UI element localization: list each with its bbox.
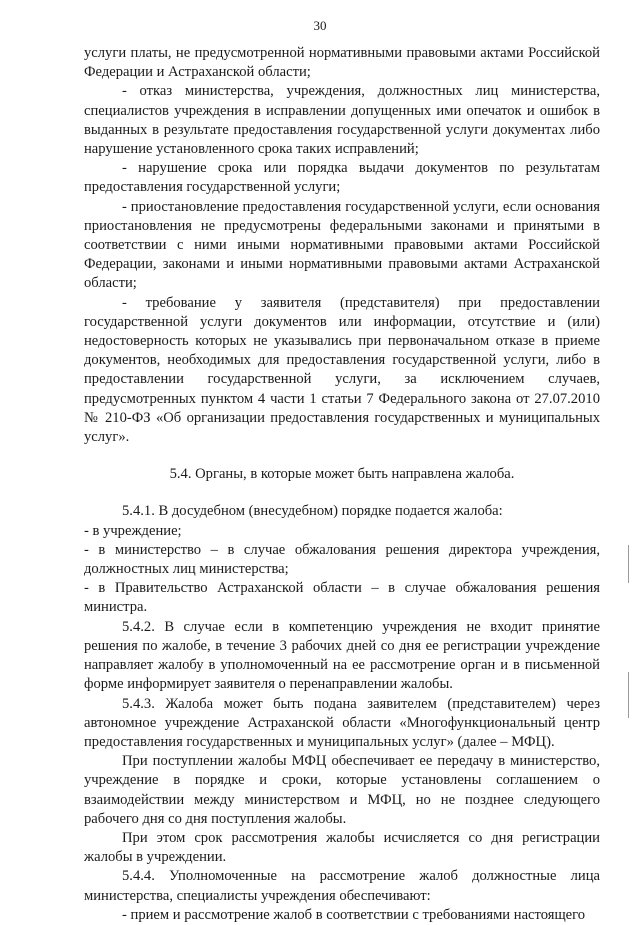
paragraph: При этом срок рассмотрения жалобы исчисляется со дня регистрации жалобы в учреждении. <box>84 829 600 866</box>
page-number: 30 <box>313 18 327 33</box>
paragraph: 5.4.3. Жалоба может быть подана заявителем (представителем) через автономное учреждение Астраханской области «Многофункциональный центр предоставления государственных и муниципальных услуг» (далее – МФЦ). <box>84 695 600 750</box>
scan-artifact <box>628 545 629 583</box>
paragraph: - требование у заявителя (представителя) при предоставлении государственной услуги документов или информации, отсутствие и (или) недостоверность которых не указывались при первоначальном отказе в приеме документов, необходимых для предоставления государственной услуги, либо в предоставлении государственной услуги, за исключением случаев, предусмотренных пунктом 4 части 1 статьи 7 Федерального закона от 27.07.2010 № 210-ФЗ «Об организации предоставления государственных и муниципальных услуг». <box>84 294 600 446</box>
paragraph: - приостановление предоставления государственной услуги, если основания приостановления не предусмотрены федеральными законами и принятыми в соответствии с ними иными нормативными правовыми актами Российской Федерации, законами и иными нормативными правовыми актами Астраханской области; <box>84 198 600 292</box>
paragraph: - нарушение срока или порядка выдачи документов по результатам предоставления государственной услуги; <box>84 160 600 196</box>
paragraph: 5.4.4. Уполномоченные на рассмотрение жалоб должностные лица министерства, специалисты учреждения обеспечивают: <box>84 868 600 904</box>
paragraph: услуги платы, не предусмотренной нормативными правовыми актами Российской Федерации и Астраханской области; <box>84 45 600 81</box>
paragraph: 5.4.1. В досудебном (внесудебном) порядке подается жалоба: <box>122 503 503 520</box>
list-item: - в учреждение; <box>84 522 182 539</box>
section-heading: 5.4. Органы, в которые может быть направлена жалоба. <box>169 466 515 483</box>
scan-artifact <box>628 672 629 718</box>
paragraph: При поступлении жалобы МФЦ обеспечивает ее передачу в министерство, учреждение в порядке и сроки, которые установлены соглашением о взаимодействии между министерством и МФЦ, но не позднее следующего рабочего дня со дня поступления жалобы. <box>84 753 600 827</box>
paragraph: 5.4.2. В случае если в компетенцию учреждения не входит принятие решения по жалобе, в течение 3 рабочих дней со дня ее регистрации учреждение направляет жалобу в уполномоченный на ее рассмотрение орган и в письменной форме информирует заявителя о перенаправлении жалобы. <box>84 618 600 693</box>
paragraph: - прием и рассмотрение жалоб в соответствии с требованиями настоящего <box>122 906 586 923</box>
list-item: - в Правительство Астраханской области – в случае обжалования решения министра. <box>84 580 600 616</box>
body-text <box>84 44 600 925</box>
list-item: - в министерство – в случае обжалования решения директора учреждения, должностных лиц министерства; <box>84 541 600 578</box>
paragraph: - отказ министерства, учреждения, должностных лиц министерства, специалистов учреждения в исправлении допущенных ими опечаток и ошибок в выданных в результате предоставления государственной услуги документах либо нарушение установленного срока таких исправлений; <box>84 83 600 158</box>
